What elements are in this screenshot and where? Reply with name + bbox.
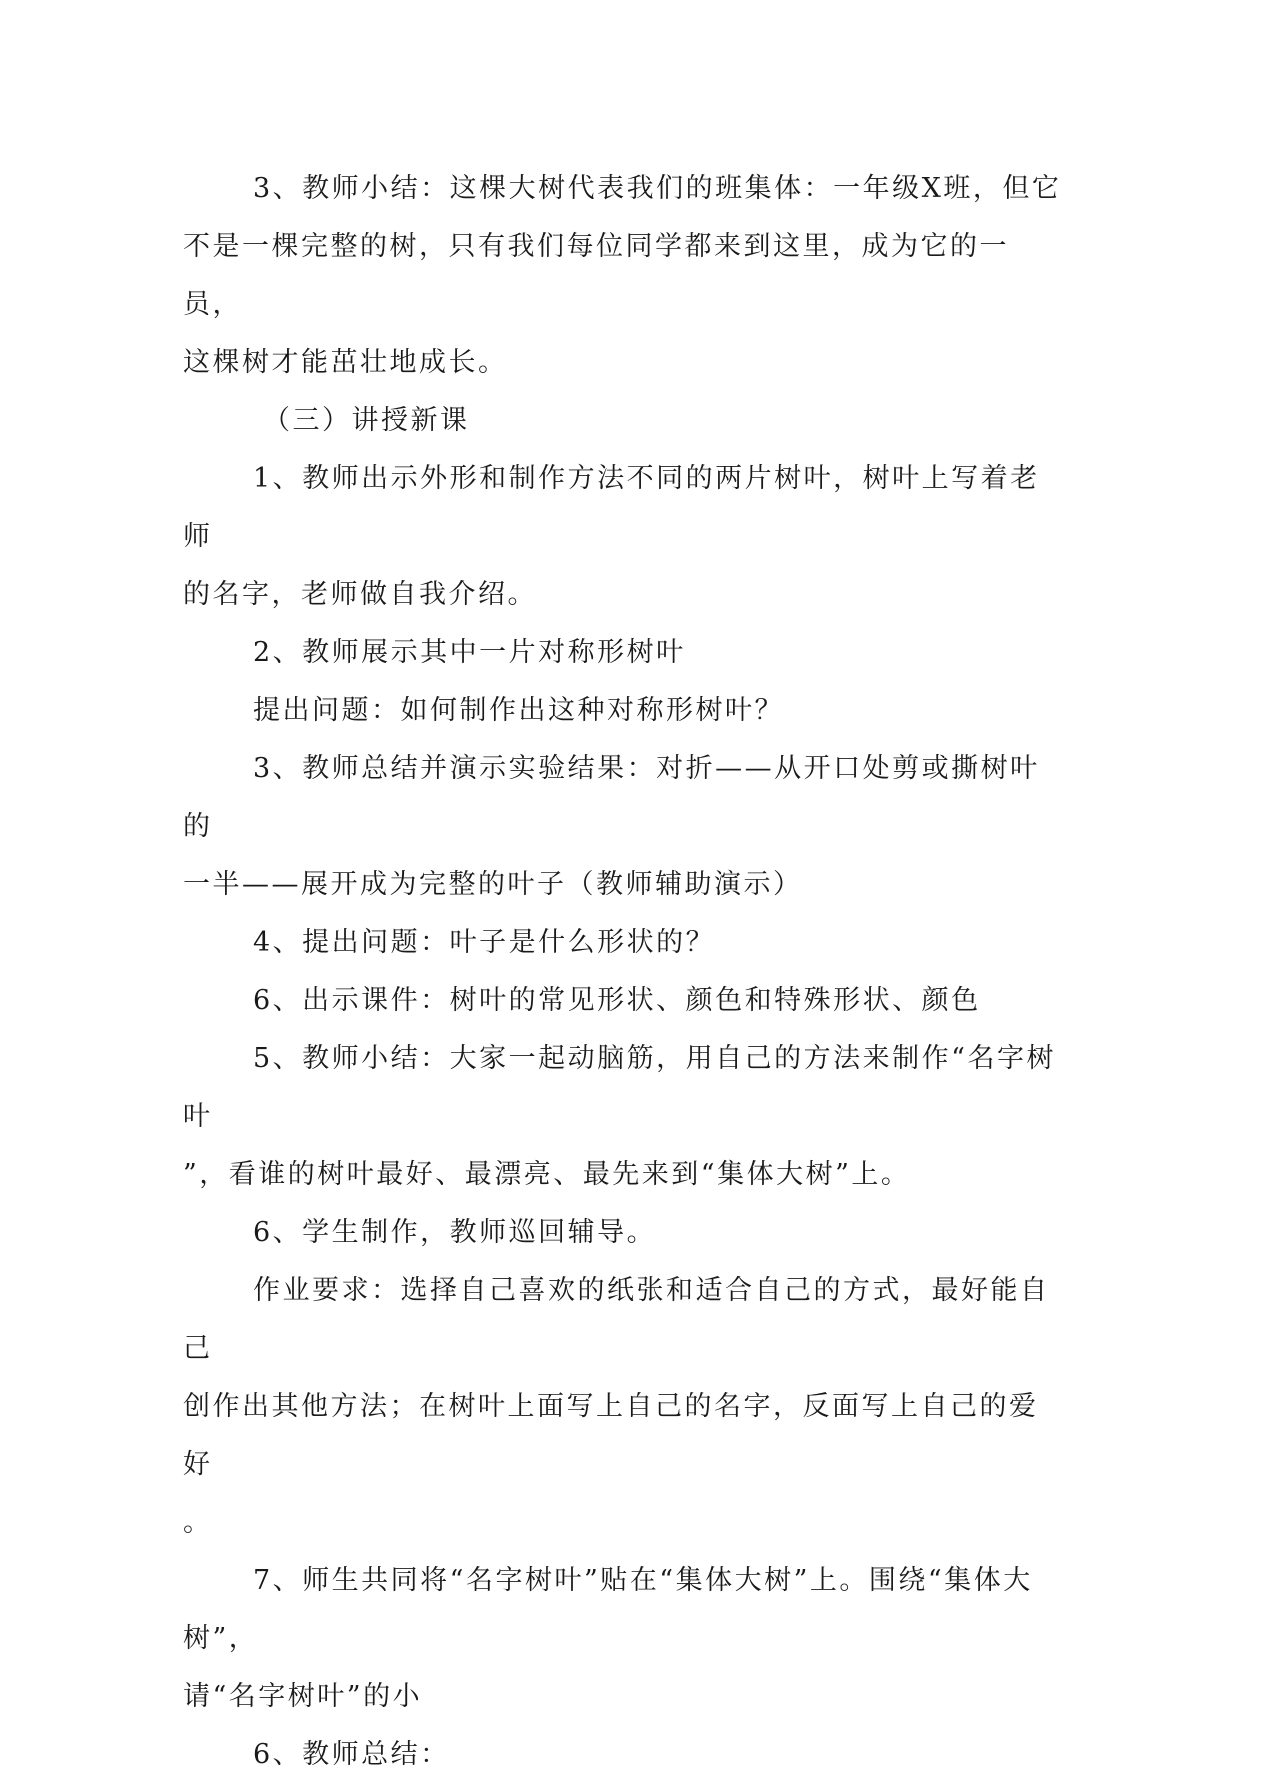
paragraph <box>183 450 1063 624</box>
paragraph <box>183 740 1063 914</box>
document-body <box>183 160 1063 1784</box>
paragraph <box>183 1552 1063 1726</box>
paragraph <box>183 160 1063 392</box>
paragraph-line: 创作出其他方法；在树叶上面写上自己的名字，反面写上自己的爱好 <box>183 1391 1039 1480</box>
paragraph-line: ”，看谁的树叶最好、最漂亮、最先来到“集体大树”上。 <box>183 1159 911 1190</box>
paragraph-line: 提出问题：如何制作出这种对称形树叶？ <box>253 695 784 726</box>
paragraph-line: 3、教师总结并演示实验结果：对折——从开口处剪或撕树叶的 <box>183 753 1040 842</box>
paragraph <box>183 1204 1063 1262</box>
paragraph-line: 7、师生共同将“名字树叶”贴在“集体大树”上。围绕“集体大树”， <box>183 1565 1033 1654</box>
paragraph-line: 2、教师展示其中一片对称形树叶 <box>253 637 686 668</box>
paragraph-line: 一半——展开成为完整的叶子（教师辅助演示） <box>183 869 803 900</box>
paragraph <box>183 1262 1063 1552</box>
paragraph-line: 这棵树才能茁壮地成长。 <box>183 347 508 378</box>
paragraph-line: 6、教师总结： <box>253 1739 450 1770</box>
paragraph <box>183 1726 1063 1784</box>
paragraph-line: 的名字，老师做自我介绍。 <box>183 579 537 610</box>
paragraph-line: 6、出示课件：树叶的常见形状、颜色和特殊形状、颜色 <box>253 985 981 1016</box>
paragraph-line: 。 <box>183 1507 213 1538</box>
paragraph <box>183 972 1063 1030</box>
paragraph <box>183 392 1063 450</box>
paragraph-line: 3、教师小结：这棵大树代表我们的班集体：一年级X班，但它 <box>253 173 1062 204</box>
paragraph <box>183 914 1063 972</box>
paragraph <box>183 1030 1063 1204</box>
paragraph-line: （三）讲授新课 <box>263 405 470 436</box>
paragraph-line: 6、学生制作，教师巡回辅导。 <box>253 1217 657 1248</box>
paragraph <box>183 624 1063 682</box>
paragraph-line: 作业要求：选择自己喜欢的纸张和适合自己的方式，最好能自己 <box>183 1275 1050 1364</box>
paragraph-line: 不是一棵完整的树，只有我们每位同学都来到这里，成为它的一员， <box>183 231 1009 320</box>
paragraph-line: 1、教师出示外形和制作方法不同的两片树叶，树叶上写着老师 <box>183 463 1040 552</box>
paragraph-line: 请“名字树叶”的小 <box>183 1681 423 1712</box>
paragraph-line: 4、提出问题：叶子是什么形状的？ <box>253 927 716 958</box>
paragraph <box>183 682 1063 740</box>
paragraph-line: 5、教师小结：大家一起动脑筋，用自己的方法来制作“名字树叶 <box>183 1043 1056 1132</box>
